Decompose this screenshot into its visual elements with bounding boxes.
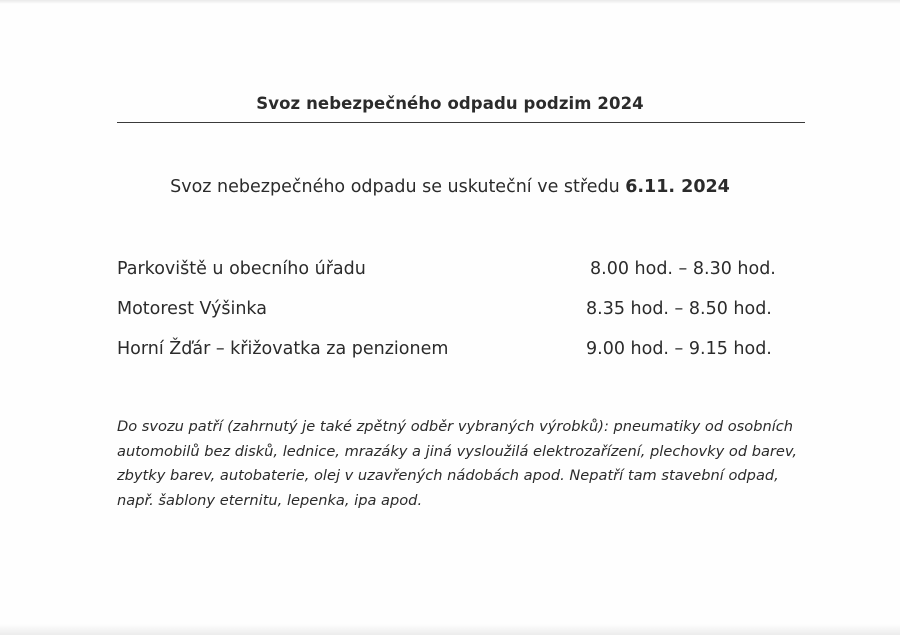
schedule-row (117, 339, 777, 363)
collection-note (117, 415, 797, 513)
scan-edge-bottom (0, 624, 900, 635)
schedule-time: 8.35 hod. – 8.50 hod. (586, 299, 772, 319)
scan-edge-top (0, 0, 900, 4)
intro-text: Svoz nebezpečného odpadu se uskuteční ve středu (170, 177, 626, 197)
intro-sentence (0, 177, 900, 197)
schedule-place: Horní Žďár – křižovatka za penzionem (117, 339, 449, 359)
schedule-row (117, 299, 777, 323)
document-title: Svoz nebezpečného odpadu podzim 2024 (256, 94, 644, 113)
schedule-place: Parkoviště u obecního úřadu (117, 259, 366, 279)
schedule-place: Motorest Výšinka (117, 299, 267, 319)
note-line: Do svozu patří (zahrnutý je také zpětný odběr vybraných výrobků): pneumatiky od osobních (117, 418, 794, 435)
title-underline (117, 122, 805, 123)
note-line: např. šablony eternitu, lepenka, ipa apod. (117, 491, 423, 509)
schedule-row (117, 259, 777, 283)
schedule-time: 8.00 hod. – 8.30 hod. (590, 259, 776, 279)
note-line: automobilů bez disků, lednice, mrazáky a jiná vysloužilá elektrozařízení, plechovky od barev, (117, 442, 797, 460)
note-line: zbytky barev, autobaterie, olej v uzavřených nádobách apod. Nepatří tam stavební odpad, (117, 467, 779, 484)
schedule-time: 9.00 hod. – 9.15 hod. (586, 339, 772, 359)
intro-date: 6.11. 2024 (625, 177, 730, 197)
